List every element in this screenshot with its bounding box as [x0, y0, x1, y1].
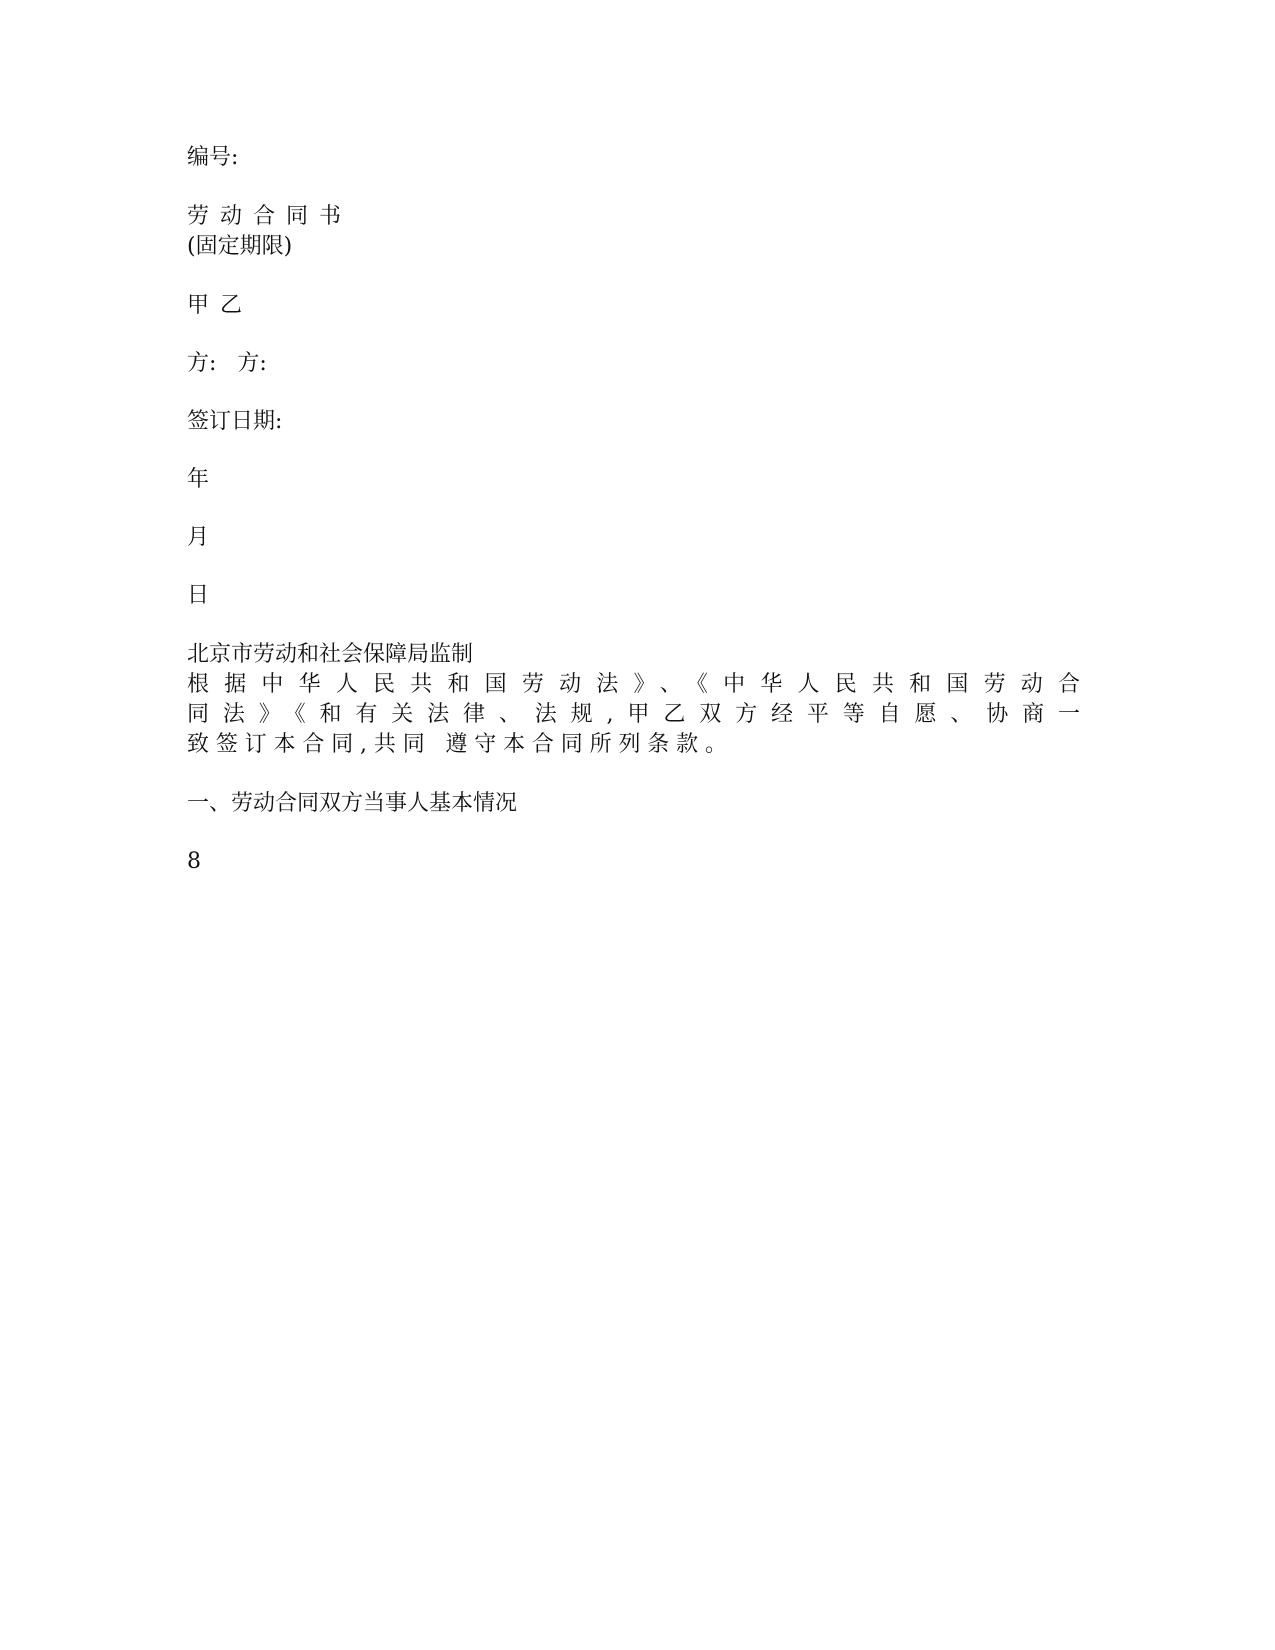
signing-date-label: 签订日期:	[187, 409, 283, 434]
preamble-line-2: 同法》《和有关法律、法规,甲乙双方经平等自愿、协商一	[187, 702, 1080, 727]
month-label: 月	[187, 525, 210, 550]
document-title: 劳 动 合 同 书	[187, 204, 343, 229]
party-characters: 甲 乙	[187, 293, 244, 318]
section-1-heading: 一、劳动合同双方当事人基本情况	[187, 791, 518, 816]
supervisor-line: 北京市劳动和社会保障局监制	[187, 642, 474, 667]
year-label: 年	[187, 467, 210, 492]
serial-number-label: 编号:	[187, 145, 239, 170]
day-label: 日	[187, 583, 210, 608]
page-number: 8	[187, 849, 201, 874]
preamble-line-1: 根据中华人民共和国劳动法》、《中华人民共和国劳动合	[187, 672, 1080, 697]
party-fields: 方: 方:	[187, 351, 267, 376]
document-subtitle: (固定期限)	[187, 234, 293, 259]
preamble-line-3: 致签订本合同,共同 遵守本合同所列条款。	[187, 732, 727, 757]
